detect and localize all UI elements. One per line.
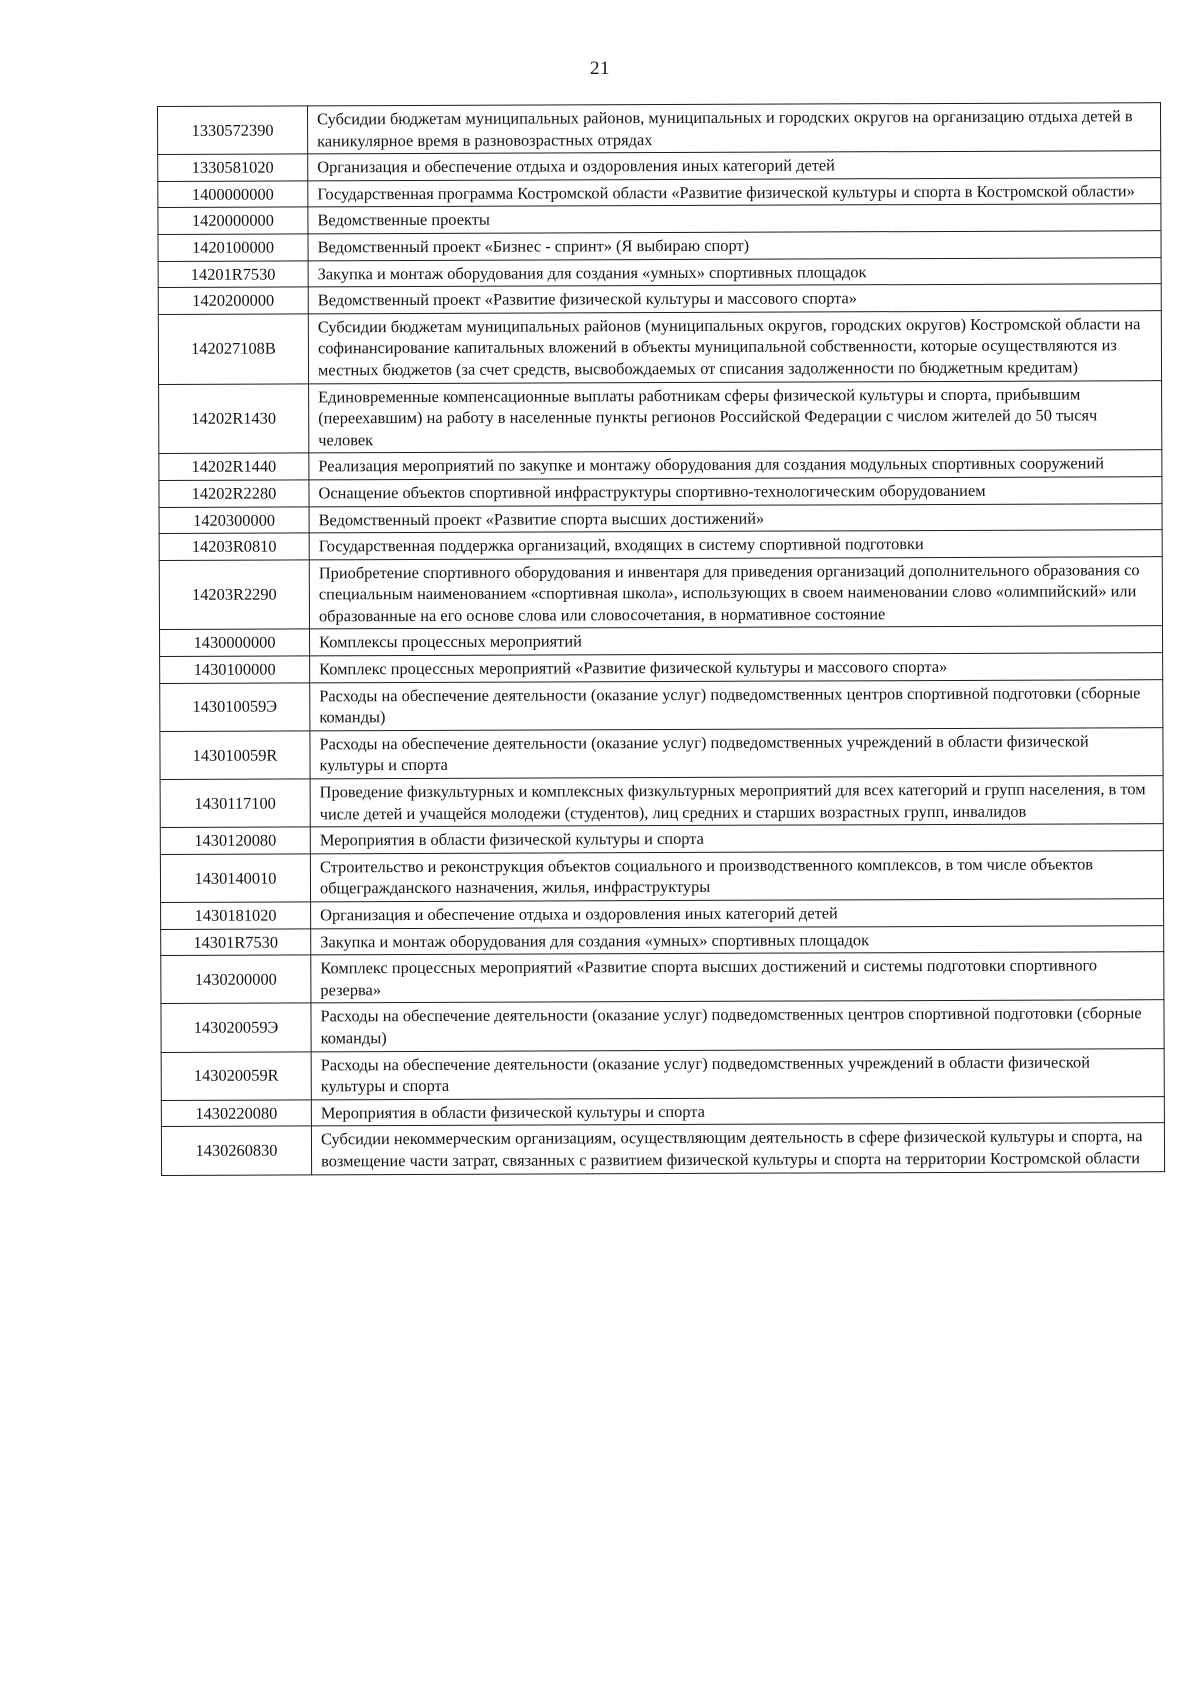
- row-description-cell: Субсидии некоммерческим организациям, осуществляющим деятельность в сфере физической культуры и спорта, на возмещение части затрат, связанных с развитием физической культуры и спорта на территории Костромской области: [311, 1123, 1164, 1174]
- table-row: [161, 1096, 1164, 1126]
- row-code-cell: 1400000000: [158, 181, 308, 208]
- table-row: [161, 1000, 1164, 1052]
- row-code-cell: 1430100000: [160, 656, 310, 683]
- table-row: [159, 450, 1162, 480]
- table-row: [158, 257, 1161, 287]
- row-code-cell: 1430220080: [161, 1100, 311, 1127]
- table-row: [161, 952, 1164, 1004]
- row-description-cell: Расходы на обеспечение деятельности (оказание услуг) подведомственных учреждений в области физической культуры и спорта: [310, 727, 1163, 778]
- table-row: [160, 727, 1163, 779]
- row-code-cell: 1430140010: [160, 854, 310, 903]
- row-code-cell: 143010059Э: [160, 683, 310, 732]
- row-description-cell: Государственная программа Костромской области «Развитие физической культуры и спорта в Костромской области»: [308, 177, 1161, 207]
- table-row: [159, 380, 1162, 454]
- row-description-cell: Строительство и реконструкция объектов социального и производственного комплексов, в том числе объектов общегражданского назначения, жилья, инфраструктуры: [310, 850, 1163, 901]
- row-description-cell: Расходы на обеспечение деятельности (оказание услуг) подведомственных учреждений в области физической культуры и спорта: [311, 1048, 1164, 1099]
- row-description-cell: Государственная поддержка организаций, входящих в систему спортивной подготовки: [309, 530, 1162, 560]
- table-row: [159, 530, 1162, 560]
- row-code-cell: 14202R2280: [159, 480, 309, 507]
- row-description-cell: Субсидии бюджетам муниципальных районов, муниципальных и городских округов на организацию отдыха детей в каникулярное время в разновозрастных отрядах: [308, 103, 1161, 154]
- table-row: [161, 899, 1164, 929]
- row-description-cell: Комплекс процессных мероприятий «Развитие физической культуры и массового спорта»: [310, 653, 1163, 683]
- table-row: [161, 1048, 1164, 1100]
- row-code-cell: 143020059Э: [161, 1003, 311, 1052]
- row-code-cell: 1430120080: [160, 827, 310, 854]
- row-description-cell: Ведомственный проект «Развитие физической культуры и массового спорта»: [308, 284, 1161, 314]
- row-description-cell: Ведомственный проект «Развитие спорта высших достижений»: [309, 503, 1162, 533]
- row-code-cell: 1420300000: [159, 506, 309, 533]
- table-row: [159, 503, 1162, 533]
- table-row: [158, 151, 1161, 181]
- table-row: [160, 653, 1163, 683]
- table-row: [158, 284, 1161, 314]
- table-row: [158, 204, 1161, 234]
- row-description-cell: Мероприятия в области физической культуры и спорта: [310, 824, 1163, 854]
- table-row: [158, 177, 1161, 207]
- row-code-cell: 14203R2290: [159, 560, 309, 630]
- table-row: [158, 231, 1161, 261]
- row-description-cell: Комплекс процессных мероприятий «Развитие спорта высших достижений и системы подготовки спортивного резерва»: [311, 952, 1164, 1003]
- row-description-cell: Ведомственный проект «Бизнес - спринт» (Я выбираю спорт): [308, 231, 1161, 261]
- row-description-cell: Приобретение спортивного оборудования и инвентаря для приведения организаций дополнительного образования со специальным наименованием «спортивная школа», использующих в своем наименовании слово «олимпийский» или образованные на его основе слова или словосочетания, в нормативное состояние: [309, 556, 1162, 629]
- row-code-cell: 1430117100: [160, 779, 310, 828]
- table-row: [160, 679, 1163, 731]
- row-description-cell: Организация и обеспечение отдыха и оздоровления иных категорий детей: [311, 899, 1164, 929]
- row-code-cell: 1430000000: [160, 629, 310, 656]
- row-description-cell: Единовременные компенсационные выплаты работникам сферы физической культуры и спорта, прибывшим (переехавшим) на работу в населенные пункты регионов Российской Федерации с числом жителей до 50 тысяч человек: [309, 380, 1162, 453]
- row-code-cell: 14203R0810: [159, 533, 309, 560]
- row-description-cell: Субсидии бюджетам муниципальных районов (муниципальных округов, городских округов) Костромской области на софинансирование капитальных вложений в объекты муниципальной собственности, которые осуществляются из местных бюджетов (за счет средств, высвобождаемых от списания задолженности по бюджетным кредитам): [308, 310, 1161, 383]
- table-row: [158, 103, 1161, 155]
- row-description-cell: Реализация мероприятий по закупке и монтажу оборудования для создания модульных спортивных сооружений: [309, 450, 1162, 480]
- row-code-cell: 1430200000: [161, 955, 311, 1004]
- row-code-cell: 14201R7530: [158, 260, 308, 287]
- row-code-cell: 14202R1440: [159, 453, 309, 480]
- table-row: [161, 1123, 1164, 1175]
- row-code-cell: 143010059R: [160, 731, 310, 780]
- row-description-cell: Комплексы процессных мероприятий: [310, 626, 1163, 656]
- budget-classification-table-wrapper: [157, 102, 1165, 1175]
- row-code-cell: 143020059R: [161, 1051, 311, 1100]
- table-row: [161, 925, 1164, 955]
- page-number: 21: [590, 58, 610, 79]
- row-code-cell: 1420200000: [158, 287, 308, 314]
- row-description-cell: Проведение физкультурных и комплексных физкультурных мероприятий для всех категорий и групп населения, в том числе детей и учащейся молодежи (студентов), лиц средних и старших возрастных групп, инвалидов: [310, 776, 1163, 827]
- budget-classification-table: [157, 102, 1165, 1175]
- table-row: [159, 477, 1162, 507]
- table-row: [160, 824, 1163, 854]
- row-description-cell: Расходы на обеспечение деятельности (оказание услуг) подведомственных центров спортивной подготовки (сборные команды): [310, 679, 1163, 730]
- row-description-cell: Расходы на обеспечение деятельности (оказание услуг) подведомственных центров спортивной подготовки (сборные команды): [311, 1000, 1164, 1051]
- table-row: [160, 776, 1163, 828]
- table-body: [158, 103, 1165, 1175]
- row-description-cell: Мероприятия в области физической культуры и спорта: [311, 1096, 1164, 1126]
- row-code-cell: 142027108B: [158, 314, 308, 384]
- row-code-cell: 1430181020: [161, 902, 311, 929]
- row-description-cell: Организация и обеспечение отдыха и оздоровления иных категорий детей: [308, 151, 1161, 181]
- row-description-cell: Ведомственные проекты: [308, 204, 1161, 234]
- table-row: [159, 556, 1162, 630]
- table-row: [158, 310, 1161, 384]
- row-code-cell: 1330572390: [158, 106, 308, 155]
- table-row: [160, 850, 1163, 902]
- row-code-cell: 14202R1430: [159, 383, 309, 453]
- row-code-cell: 1420100000: [158, 234, 308, 261]
- row-code-cell: 1420000000: [158, 207, 308, 234]
- row-description-cell: Закупка и монтаж оборудования для создания «умных» спортивных площадок: [311, 925, 1164, 955]
- row-code-cell: 14301R7530: [161, 929, 311, 956]
- row-code-cell: 1430260830: [161, 1126, 311, 1175]
- row-code-cell: 1330581020: [158, 154, 308, 181]
- row-description-cell: Закупка и монтаж оборудования для создания «умных» спортивных площадок: [308, 257, 1161, 287]
- table-row: [160, 626, 1163, 656]
- row-description-cell: Оснащение объектов спортивной инфраструктуры спортивно-технологическим оборудованием: [309, 477, 1162, 507]
